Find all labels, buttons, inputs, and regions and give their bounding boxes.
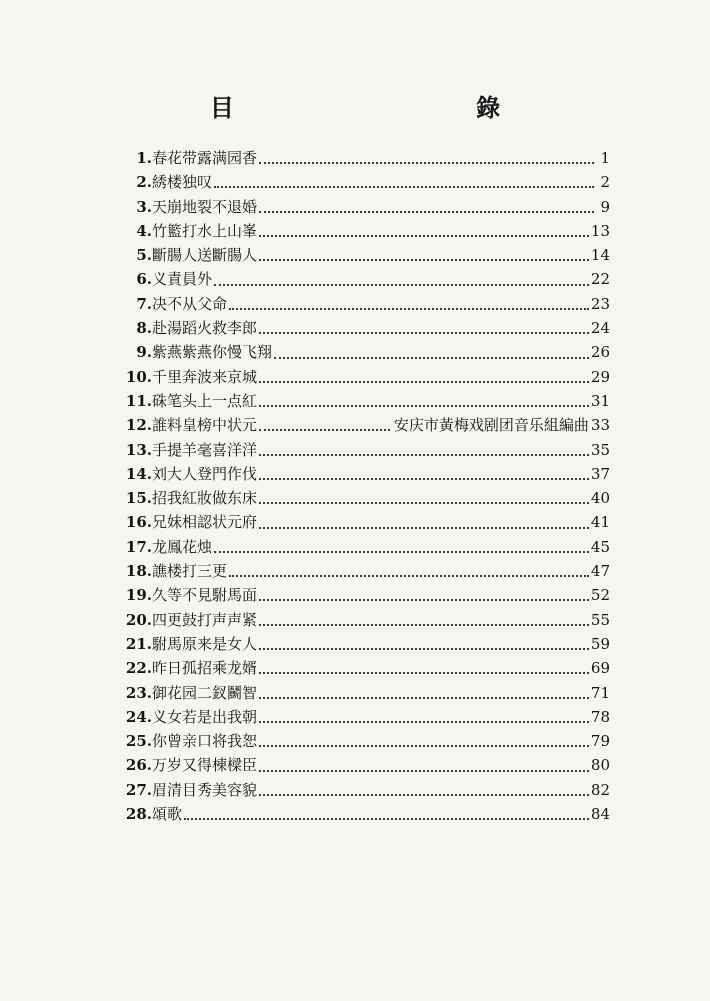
dot-leader (259, 259, 589, 261)
toc-entry (100, 413, 610, 437)
toc-entry (100, 705, 610, 729)
toc-entry (100, 438, 610, 462)
toc-entry-number: 17. (125, 537, 152, 556)
toc-entry-page: 55 (590, 610, 610, 629)
dot-leader (259, 502, 589, 504)
toc-entry-page: 33 (590, 416, 610, 435)
toc-entry-number: 13. (125, 440, 152, 459)
toc-entry-number: 25. (125, 732, 152, 751)
toc-entry-number: 28. (125, 805, 152, 824)
toc-entry (100, 292, 610, 316)
toc-entry-page: 84 (590, 805, 610, 824)
toc-entry-number: 12. (125, 416, 152, 435)
dot-leader (259, 527, 589, 529)
toc-entry-number: 18. (125, 562, 152, 581)
toc-entry-title: 你曾亲口将我恕 (152, 732, 258, 751)
toc-entry (100, 365, 610, 389)
dot-leader (259, 794, 589, 796)
dot-leader (229, 308, 589, 310)
toc-entry-number: 4. (136, 221, 152, 240)
toc-entry-number: 10. (125, 367, 152, 386)
dot-leader (214, 284, 589, 286)
toc-entry-page: 82 (590, 780, 610, 799)
toc-entry (100, 170, 610, 194)
toc-entry-page: 1 (600, 149, 610, 167)
toc-entry (100, 510, 610, 534)
dot-leader (214, 551, 589, 553)
toc-entry-page: 37 (590, 464, 610, 483)
toc-entry-number: 5. (136, 246, 152, 265)
toc-entry-title: 硃笔头上一点紅 (152, 391, 258, 410)
toc-entry (100, 656, 610, 680)
toc-entry (100, 681, 610, 705)
toc-entry-number: 6. (136, 270, 152, 289)
toc-entry (100, 486, 610, 510)
toc-entry-page: 69 (590, 659, 610, 678)
toc-entry-number: 7. (136, 294, 152, 313)
toc-entry-page: 35 (590, 440, 610, 459)
toc-entry (100, 535, 610, 559)
dot-leader (259, 429, 390, 431)
toc-entry-title: 招我紅妝做东床 (152, 489, 258, 508)
page-title: 目 錄 (209, 93, 571, 122)
toc-entry-page: 24 (590, 319, 610, 338)
toc-entry-page: 59 (590, 634, 610, 653)
toc-entry-number: 19. (125, 586, 152, 605)
dot-leader (259, 697, 589, 699)
toc-entry-number: 27. (125, 780, 152, 799)
toc-entry-title: 万岁又得棟樑臣 (152, 756, 258, 775)
toc-entry-title: 四更鼓打声声紧 (152, 610, 258, 629)
toc-entry-title: 刘大人登門作伐 (152, 464, 258, 483)
dot-leader (259, 332, 589, 334)
toc-entry-page: 45 (590, 537, 610, 556)
toc-entry (100, 219, 610, 243)
dot-leader (259, 478, 589, 480)
toc-entry-title: 眉清目秀美容貌 (152, 780, 258, 799)
toc-entry-page: 31 (590, 391, 610, 410)
toc-entry (100, 802, 610, 826)
toc-entry-page: 52 (590, 586, 610, 605)
toc-entry-title: 兄妹相認状元府 (152, 513, 258, 532)
toc-entry-title: 紫燕紫燕你慢飞翔 (152, 343, 273, 362)
toc-entry-page: 13 (590, 221, 610, 240)
toc-entry-number: 3. (136, 197, 152, 216)
toc-entry-title: 春花带露满园香 (152, 149, 258, 167)
table-of-contents (100, 146, 610, 826)
toc-entry-page: 80 (590, 756, 610, 775)
dot-leader (259, 648, 589, 650)
toc-entry-page: 78 (590, 707, 610, 726)
toc-entry-number: 14. (125, 464, 152, 483)
toc-entry-title: 駙馬原来是女人 (152, 634, 258, 653)
toc-entry (100, 608, 610, 632)
toc-entry (100, 462, 610, 486)
toc-entry (100, 316, 610, 340)
dot-leader (259, 672, 589, 674)
dot-leader (259, 770, 589, 772)
toc-entry-title: 斷腸人送斷腸人 (152, 246, 258, 265)
toc-entry (100, 753, 610, 777)
toc-entry (100, 729, 610, 753)
dot-leader (214, 186, 594, 188)
toc-entry-title: 义女若是出我朝 (152, 707, 258, 726)
dot-leader (259, 599, 589, 601)
toc-entry-number: 11. (125, 391, 152, 410)
toc-entry-page: 41 (590, 513, 610, 532)
toc-entry-number: 2. (136, 173, 152, 192)
dot-leader (259, 721, 589, 723)
toc-entry-title: 綉楼独叹 (152, 173, 213, 192)
toc-entry-page: 71 (590, 683, 610, 702)
toc-entry-number: 20. (125, 610, 152, 629)
toc-entry (100, 632, 610, 656)
dot-leader (259, 624, 589, 626)
toc-entry-number: 22. (125, 659, 152, 678)
toc-entry-title: 赴湯蹈火救李郎 (152, 319, 258, 338)
dot-leader (259, 454, 589, 456)
dot-leader (259, 745, 589, 747)
toc-entry-page: 2 (600, 173, 610, 192)
toc-entry-number: 15. (125, 489, 152, 508)
toc-entry-title: 誰料皇榜中状元 (152, 416, 258, 435)
toc-entry-number: 26. (125, 756, 152, 775)
toc-entry-note: 安庆市黃梅戏剧团音乐組編曲 (393, 416, 589, 435)
toc-entry-number: 23. (125, 683, 152, 702)
toc-entry-title: 譙楼打三更 (152, 562, 228, 581)
toc-entry-title: 手提羊毫喜洋洋 (152, 440, 258, 459)
dot-leader (259, 162, 594, 164)
dot-leader (259, 235, 589, 237)
toc-entry-title: 竹籃打水上山峯 (152, 221, 258, 240)
toc-entry-page: 22 (590, 270, 610, 289)
toc-entry-page: 14 (590, 246, 610, 265)
toc-entry (100, 778, 610, 802)
toc-entry-page: 23 (590, 294, 610, 313)
dot-leader (229, 575, 589, 577)
toc-entry (100, 267, 610, 291)
toc-entry-page: 40 (590, 489, 610, 508)
toc-entry-page: 47 (590, 562, 610, 581)
toc-entry (100, 583, 610, 607)
toc-entry-page: 9 (600, 197, 610, 216)
toc-entry-number: 16. (125, 513, 152, 532)
toc-entry-title: 頌歌 (152, 805, 183, 824)
toc-entry-number: 9. (136, 343, 152, 362)
toc-entry-number: 1. (136, 149, 152, 167)
toc-entry-page: 79 (590, 732, 610, 751)
dot-leader (259, 211, 594, 213)
dot-leader (259, 405, 589, 407)
toc-entry-page: 29 (590, 367, 610, 386)
toc-entry-title: 决不从父命 (152, 294, 228, 313)
toc-entry-title: 义責員外 (152, 270, 213, 289)
toc-entry-number: 24. (125, 707, 152, 726)
toc-entry-title: 久等不見駙馬面 (152, 586, 258, 605)
toc-entry-number: 21. (125, 634, 152, 653)
toc-entry-title: 天崩地裂不退婚 (152, 197, 258, 216)
toc-entry-title: 御花园二釵鬭智 (152, 683, 258, 702)
toc-entry-title: 龙鳳花烛 (152, 537, 213, 556)
toc-entry (100, 340, 610, 364)
dot-leader (274, 357, 589, 359)
dot-leader (259, 381, 589, 383)
toc-entry (100, 559, 610, 583)
toc-entry (100, 243, 610, 267)
toc-entry-number: 8. (136, 319, 152, 338)
toc-entry-page: 26 (590, 343, 610, 362)
toc-entry (100, 389, 610, 413)
toc-entry (100, 195, 610, 219)
toc-entry-title: 昨日孤招乘龙婿 (152, 659, 258, 678)
toc-entry-title: 千里奔波来京城 (152, 367, 258, 386)
toc-entry (100, 146, 610, 170)
dot-leader (184, 818, 589, 820)
